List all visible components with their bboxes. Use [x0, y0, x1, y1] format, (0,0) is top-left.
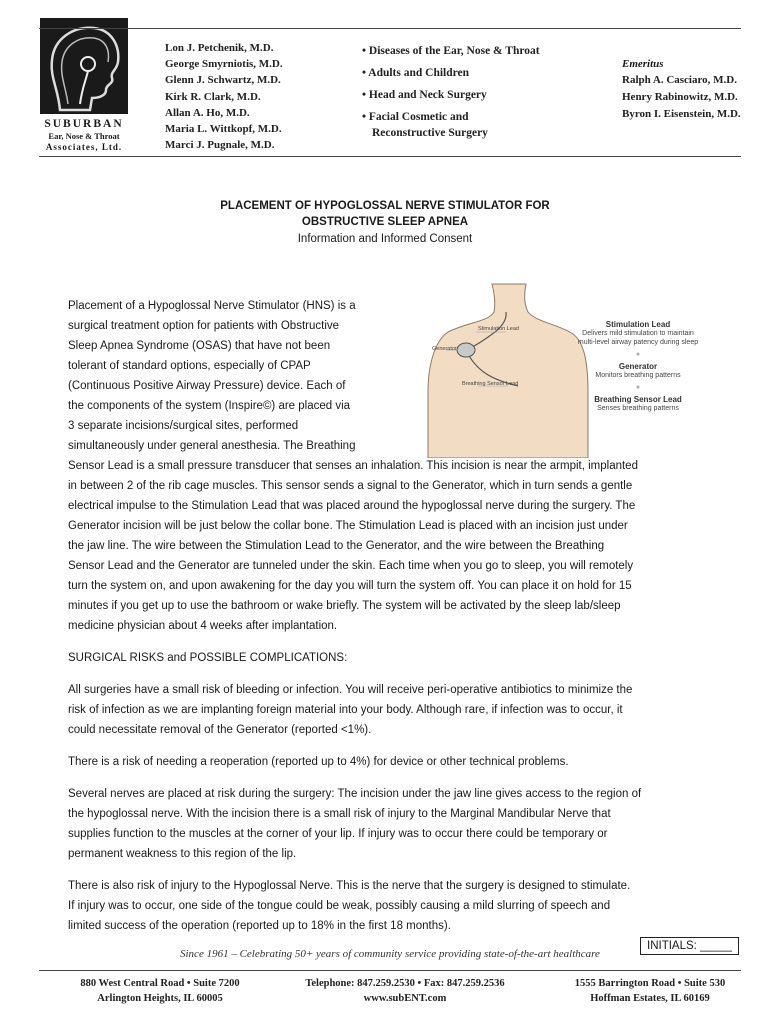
- initials-field[interactable]: INITIALS: _____: [640, 937, 739, 955]
- generator-label-small: Generator: [432, 346, 457, 352]
- contact-line: Telephone: 847.259.2530 • Fax: 847.259.2536: [305, 978, 505, 989]
- footer-address-right: [540, 976, 760, 1006]
- intro-line: Placement of a Hypoglossal Nerve Stimulator (HNS) is a: [68, 300, 356, 312]
- service-item: • Diseases of the Ear, Nose & Throat: [362, 45, 540, 57]
- address-line: 880 West Central Road • Suite 7200: [80, 978, 240, 989]
- intro-line: surgical treatment option for patients with Obstructive: [68, 320, 340, 332]
- body-line: Sensor Lead is a small pressure transducer that senses an inhalation. This incision is near the armpit, implanted: [68, 460, 638, 472]
- emeritus-title: Emeritus: [622, 58, 664, 70]
- body-line: turn the system on, and upon awakening for the day you will turn the system off. You can place it on hold for 15: [68, 580, 632, 592]
- intro-line: 3 separate incisions/surgical sites, performed: [68, 420, 299, 432]
- address-line: 1555 Barrington Road • Suite 530: [574, 978, 726, 989]
- brand-line-2: Ear, Nose & Throat: [48, 131, 120, 141]
- physician-name: Marci J. Pugnale, M.D.: [165, 139, 275, 152]
- document-title: [0, 198, 770, 248]
- address-line: Arlington Heights, IL 60005: [97, 993, 223, 1004]
- footer-rule: [39, 970, 741, 971]
- footer-address-left: [40, 976, 280, 1006]
- physician-name: George Smyrniotis, M.D.: [165, 58, 283, 71]
- body-line: electrical impulse to the Stimulation Lead that was placed around the hypoglossal nerve during the surgery. The: [68, 500, 636, 512]
- diagram-legend: [568, 320, 708, 413]
- intro-line: simultaneously under general anesthesia. The Breathing: [68, 440, 356, 452]
- emeritus-name: Byron I. Eisenstein, M.D.: [622, 108, 741, 120]
- body-line: limited success of the operation (reported up to 18% in the first 18 months).: [68, 920, 451, 932]
- body-line: could necessitate removal of the Generator (reported <1%).: [68, 724, 372, 736]
- legend-title: Generator: [618, 362, 658, 371]
- body-line: the hypoglossal nerve. With the incision there is a small risk of injury to the Marginal Mandibular Nerve that: [68, 808, 611, 820]
- physician-list: [165, 40, 283, 153]
- footer-tagline: Since 1961 – Celebrating 50+ years of community service providing state-of-the-art healthcare: [180, 948, 600, 960]
- intro-line: (Continuous Positive Airway Pressure) device. Each of: [68, 380, 346, 392]
- physician-name: Allan A. Ho, M.D.: [165, 106, 250, 119]
- risk-paragraph: [68, 784, 718, 864]
- legend-dot-icon: ●: [635, 351, 641, 358]
- body-line: There is a risk of needing a reoperation (reported up to 4%) for device or other technical problems.: [68, 756, 569, 768]
- service-item: • Facial Cosmetic and: [362, 111, 469, 123]
- legend-desc: Delivers mild stimulation to maintain: [582, 330, 694, 337]
- body-line: risk of infection as we are implanting foreign material into your body. Although rare, if infection was to occur, it: [68, 704, 623, 716]
- emeritus-name: Henry Rabinowitz, M.D.: [622, 91, 738, 103]
- intro-continuation: [68, 456, 718, 636]
- service-item-cont: Reconstructive Surgery: [372, 127, 488, 139]
- stim-lead-label-small: Stimulation Lead: [478, 326, 519, 332]
- hns-diagram: [408, 282, 708, 458]
- risks-heading: SURGICAL RISKS and POSSIBLE COMPLICATIONS:: [68, 652, 348, 664]
- practice-name: [34, 118, 134, 153]
- legend-dot-icon: ●: [635, 384, 641, 391]
- physician-name: Glenn J. Schwartz, M.D.: [165, 74, 281, 87]
- legend-title: Breathing Sensor Lead: [594, 395, 682, 404]
- header-rule-top: [39, 28, 741, 29]
- emeritus-block: [622, 58, 741, 123]
- risk-paragraph: [68, 876, 718, 936]
- footer-contact: [280, 976, 530, 1006]
- service-item: • Adults and Children: [362, 67, 470, 79]
- physician-name: Lon J. Petchenik, M.D.: [165, 42, 274, 54]
- emeritus-name: Ralph A. Casciaro, M.D.: [622, 74, 737, 86]
- document-subtitle: Information and Informed Consent: [297, 233, 473, 245]
- address-line: Hoffman Estates, IL 60169: [590, 993, 710, 1004]
- body-line: All surgeries have a small risk of bleeding or infection. You will receive peri-operative antibiotics to minimize the: [68, 684, 633, 696]
- brand-line-1: SUBURBAN: [44, 118, 124, 130]
- body-line: Sensor Lead and the Generator are tunneled under the skin. Each time when you go to sleep, you will remotely: [68, 560, 634, 572]
- body-line: permanent weakness to this region of the lip.: [68, 848, 297, 860]
- intro-line: the components of the system (Inspire©) are placed via: [68, 400, 351, 412]
- header-rule-bottom: [39, 156, 741, 157]
- physician-name: Maria L. Wittkopf, M.D.: [165, 123, 282, 136]
- risk-paragraph: [68, 752, 718, 772]
- brand-line-3: Associates, Ltd.: [45, 142, 123, 152]
- physician-name: Kirk R. Clark, M.D.: [165, 90, 261, 103]
- intro-column: [68, 296, 398, 456]
- risk-paragraph: [68, 680, 718, 740]
- legend-title: Stimulation Lead: [605, 320, 671, 329]
- sensor-lead-label-small: Breathing Sensor Lead: [462, 381, 519, 387]
- intro-line: tolerant of standard options, especially of CPAP: [68, 360, 311, 372]
- intro-line: Sleep Apnea Syndrome (OSAS) that have not been: [68, 340, 331, 352]
- services-list: [362, 40, 540, 144]
- body-line: in between 2 of the rib cage muscles. This sensor sends a signal to the Generator, which in turn sends a gentle: [68, 480, 633, 492]
- body-line: Several nerves are placed at risk during the surgery: The incision under the jaw line gives access to the region of: [68, 788, 642, 800]
- legend-desc: Senses breathing patterns: [597, 405, 679, 412]
- body-line: medicine physician about 4 weeks after implantation.: [68, 620, 338, 632]
- legend-desc: Monitors breathing patterns: [595, 372, 681, 379]
- title-line-2: OBSTRUCTIVE SLEEP APNEA: [301, 216, 469, 228]
- service-item: • Head and Neck Surgery: [362, 89, 487, 101]
- practice-logo: [40, 18, 128, 114]
- title-line-1: PLACEMENT OF HYPOGLOSSAL NERVE STIMULATOR FOR: [220, 200, 550, 212]
- body-line: supplies function to the muscles at the corner of your lip. If injury was to occur there could be temporary or: [68, 828, 608, 840]
- website-link[interactable]: www.subENT.com: [363, 993, 447, 1004]
- legend-desc: multi-level airway patency during sleep: [577, 339, 699, 346]
- body-line: the jaw line. The wire between the Stimulation Lead to the Generator, and the wire between the Breathing: [68, 540, 605, 552]
- body-line: minutes if you get up to use the bathroom or wake briefly. The system will be activated by the sleep lab/sleep: [68, 600, 621, 612]
- body-line: If injury was to occur, one side of the tongue could be weak, possibly causing a mild slurring of speech and: [68, 900, 611, 912]
- head-profile-icon: [40, 18, 128, 114]
- main-body: [68, 456, 718, 948]
- body-line: There is also risk of injury to the Hypoglossal Nerve. This is the nerve that the surgery is designed to stimulate.: [68, 880, 631, 892]
- body-line: Generator incision will be just below the collar bone. The Stimulation Lead is placed with an incision just under: [68, 520, 628, 532]
